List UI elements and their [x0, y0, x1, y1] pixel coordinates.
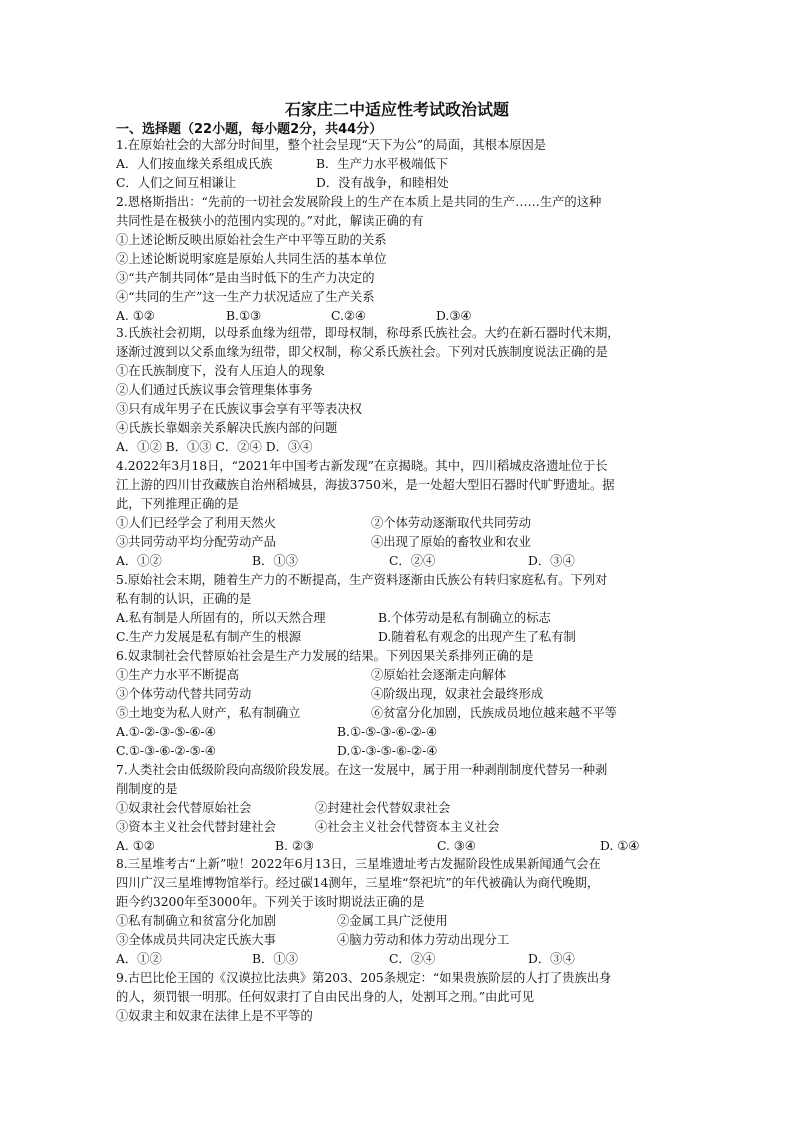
q7-option-d[interactable]: D. ①④: [600, 839, 640, 853]
q6-option-b[interactable]: B.①-⑤-③-⑥-②-④: [337, 725, 437, 739]
q5-stem-line2: 私有制的认识，正确的是: [116, 592, 252, 606]
q4-statement-1: ①人们已经学会了利用天然火: [116, 516, 276, 530]
q9-stem-line1: 9.古巴比伦王国的《汉谟拉比法典》第203、205条规定：“如果贵族阶层的人打了贵族出身: [116, 971, 612, 985]
q6-option-c[interactable]: C.①-③-⑥-②-⑤-④: [116, 744, 216, 758]
q7-stem-line1: 7.人类社会由低级阶段向高级阶段发展。在这一发展中，属于用一种剥削制度代替另一种剥: [116, 763, 608, 777]
q6-option-a[interactable]: A.①-②-③-⑤-⑥-④: [116, 725, 216, 739]
q5-option-b[interactable]: B.个体劳动是私有制确立的标志: [378, 611, 551, 625]
q4-statement-2: ②个体劳动逐渐取代共同劳动: [371, 516, 531, 530]
q3-statement-4: ④氏族长靠姻亲关系解决氏族内部的问题: [116, 421, 338, 435]
section-heading: 一、选择题（22小题，每小题2分，共44分）: [116, 122, 383, 137]
q8-option-c[interactable]: C．②④: [389, 952, 436, 966]
q3-statement-2: ②人们通过氏族议事会管理集体事务: [116, 383, 313, 397]
q6-statement-5: ⑤土地变为私人财产，私有制确立: [116, 706, 301, 720]
q2-statement-4: ④“共同的生产”这一生产力状况适应了生产关系: [116, 290, 375, 304]
q7-stem-line2: 削制度的是: [116, 782, 178, 796]
q8-statement-3: ③全体成员共同决定氏族大事: [116, 933, 276, 947]
q1-option-c[interactable]: C．人们之间互相谦让: [116, 176, 237, 190]
q2-stem-line1: 2.恩格斯指出：“先前的一切社会发展阶段上的生产在本质上是共同的生产……生产的这种: [116, 195, 602, 209]
q6-statement-1: ①生产力水平不断提高: [116, 668, 239, 682]
q8-statement-1: ①私有制确立和贫富分化加剧: [116, 914, 276, 928]
q5-stem-line1: 5.原始社会末期，随着生产力的不断提高，生产资料逐渐由氏族公有转归家庭私有。下列对: [116, 573, 608, 587]
q2-statement-2: ②上述论断说明家庭是原始人共同生活的基本单位: [116, 252, 387, 266]
q9-statement-1: ①奴隶主和奴隶在法律上是不平等的: [116, 1009, 313, 1023]
q8-option-d[interactable]: D．③④: [528, 952, 575, 966]
q3-options[interactable]: A．①② B．①③ C．②④ D．③④: [116, 440, 313, 454]
q7-statement-2: ②封建社会代替奴隶社会: [315, 801, 451, 815]
q4-option-a[interactable]: A．①②: [116, 554, 162, 568]
q4-statement-3: ③共同劳动平均分配劳动产品: [116, 535, 276, 549]
q2-statement-1: ①上述论断反映出原始社会生产中平等互助的关系: [116, 233, 387, 247]
q6-statement-4: ④阶级出现，奴隶社会最终形成: [371, 687, 544, 701]
q5-option-d[interactable]: D.随着私有观念的出现产生了私有制: [378, 630, 576, 644]
q4-option-d[interactable]: D．③④: [528, 554, 575, 568]
q7-option-c[interactable]: C. ③④: [437, 839, 476, 853]
q6-statement-3: ③个体劳动代替共同劳动: [116, 687, 252, 701]
q4-option-c[interactable]: C．②④: [389, 554, 436, 568]
q1-option-a[interactable]: A．人们按血缘关系组成氏族: [116, 157, 273, 171]
q4-stem-line2: 江上游的四川甘孜藏族自治州稻城县，海拔3750米，是一处超大型旧石器时代旷野遗址。据: [116, 478, 615, 492]
q5-option-c[interactable]: C.生产力发展是私有制产生的根源: [116, 630, 302, 644]
q2-option-a[interactable]: A. ①②: [116, 309, 155, 323]
page-title: 石家庄二中适应性考试政治试题: [284, 100, 509, 119]
q1-option-d[interactable]: D．没有战争，和睦相处: [316, 176, 449, 190]
q1-stem: 1.在原始社会的大部分时间里，整个社会呈现“天下为公”的局面，其根本原因是: [116, 138, 547, 152]
q8-statement-4: ④脑力劳动和体力劳动出现分工: [337, 933, 510, 947]
q8-statement-2: ②金属工具广泛使用: [337, 914, 448, 928]
q7-option-b[interactable]: B. ②③: [275, 839, 314, 853]
q6-stem: 6.奴隶制社会代替原始社会是生产力发展的结果。下列因果关系排列正确的是: [116, 649, 534, 663]
q4-option-b[interactable]: B．①③: [252, 554, 298, 568]
q7-statement-3: ③资本主义社会代替封建社会: [116, 820, 276, 834]
q8-stem-line2: 四川广汉三星堆博物馆举行。经过碳14测年，三星堆“祭祀坑”的年代被确认为商代晚期，: [116, 876, 600, 890]
q8-option-b[interactable]: B．①③: [252, 952, 298, 966]
q4-statement-4: ④出现了原始的畜牧业和农业: [371, 535, 531, 549]
q8-stem-line1: 8.三星堆考古“上新”啦！2022年6月13日，三星堆遗址考古发掘阶段性成果新闻通气会在: [116, 857, 601, 871]
q2-option-b[interactable]: B.①③: [226, 309, 261, 323]
q7-statement-4: ④社会主义社会代替资本主义社会: [315, 820, 500, 834]
q3-stem-line2: 逐渐过渡到以父系血缘为纽带，即父权制，称父系氏族社会。下列对氏族制度说法正确的是: [116, 345, 608, 359]
q3-statement-3: ③只有成年男子在氏族议事会享有平等表决权: [116, 402, 362, 416]
q8-option-a[interactable]: A．①②: [116, 952, 162, 966]
q2-option-d[interactable]: D.③④: [436, 309, 472, 323]
q6-option-d[interactable]: D.①-③-⑤-⑥-②-④: [337, 744, 438, 758]
q7-statement-1: ①奴隶社会代替原始社会: [116, 801, 252, 815]
q5-option-a[interactable]: A.私有制是人所固有的，所以天然合理: [116, 611, 326, 625]
q7-option-a[interactable]: A. ①②: [116, 839, 155, 853]
q4-stem-line1: 4.2022年3月18日，“2021年中国考古新发现”在京揭晓。其中，四川稻城皮洛遗址位于长: [116, 459, 608, 473]
q9-stem-line2: 的人，须罚银一明那。任何奴隶打了自由民出身的人，处割耳之刑。”由此可见: [116, 990, 535, 1004]
q3-stem-line1: 3.氏族社会初期，以母系血缘为纽带，即母权制，称母系氏族社会。大约在新石器时代末期，: [116, 326, 620, 340]
q2-option-c[interactable]: C.②④: [331, 309, 366, 323]
q6-statement-2: ②原始社会逐渐走向解体: [371, 668, 507, 682]
q3-statement-1: ①在氏族制度下，没有人压迫人的现象: [116, 364, 326, 378]
q4-stem-line3: 此，下列推理正确的是: [116, 497, 239, 511]
q2-statement-3: ③“共产制共同体”是由当时低下的生产力决定的: [116, 271, 375, 285]
q6-statement-6: ⑥贫富分化加剧，氏族成员地位越来越不平等: [371, 706, 617, 720]
q1-option-b[interactable]: B．生产力水平极端低下: [316, 157, 449, 171]
q8-stem-line3: 距今约3200年至3000年。下列关于该时期说法正确的是: [116, 895, 425, 909]
q2-stem-line2: 共同性是在极狭小的范围内实现的。”对此，解读正确的有: [116, 214, 424, 228]
